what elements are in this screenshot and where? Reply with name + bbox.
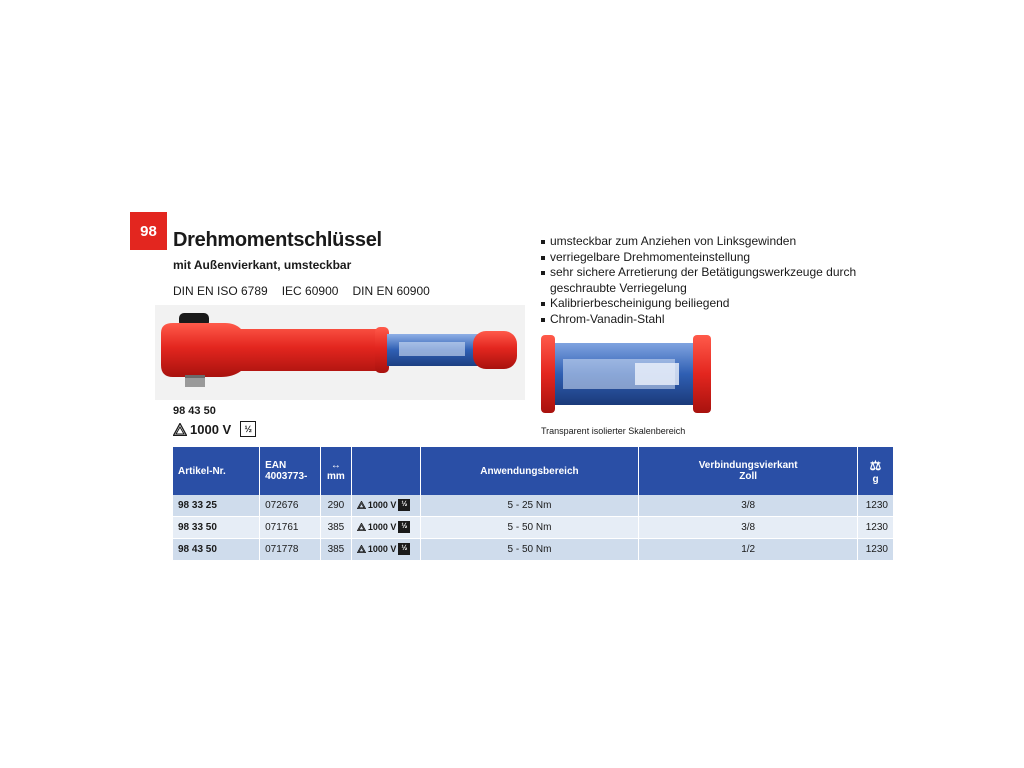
zoom-caption: Transparent isolierter Skalenbereich bbox=[541, 426, 686, 436]
cell-weight: 1230 bbox=[858, 517, 894, 539]
voltage-rating bbox=[173, 421, 256, 437]
feature-item: sehr sichere Arretierung der Betätigungswerkzeuge durch geschraubte Verriegelung bbox=[541, 265, 861, 296]
ean-header-line2: 4003773- bbox=[265, 471, 308, 482]
cell-article: 98 33 25 bbox=[173, 495, 260, 517]
length-unit: mm bbox=[327, 471, 345, 482]
norm-item: DIN EN ISO 6789 bbox=[173, 284, 268, 298]
cell-ean: 072676 bbox=[260, 495, 321, 517]
col-length-header bbox=[320, 447, 351, 495]
col-weight-header bbox=[858, 447, 894, 495]
norm-item: DIN EN 60900 bbox=[352, 284, 430, 298]
product-title: Drehmomentschlüssel bbox=[173, 229, 382, 251]
cell-weight: 1230 bbox=[858, 495, 894, 517]
cell-range: 5 - 50 Nm bbox=[420, 539, 639, 561]
cell-weight: 1230 bbox=[858, 539, 894, 561]
table-header-row bbox=[173, 447, 893, 495]
cell-length: 385 bbox=[320, 517, 351, 539]
cell-voltage bbox=[351, 495, 420, 517]
insulation-triangle-icon bbox=[357, 523, 366, 531]
cell-article: 98 43 50 bbox=[173, 539, 260, 561]
insulation-triangle-icon bbox=[173, 423, 187, 436]
voltage-text: 1000 V bbox=[367, 500, 397, 510]
feature-item: verriegelbare Drehmomenteinstellung bbox=[541, 250, 861, 266]
half-insulated-icon: ½ bbox=[398, 499, 410, 511]
norm-item: IEC 60900 bbox=[281, 284, 339, 298]
feature-list bbox=[541, 234, 861, 327]
col-application-header: Anwendungsbereich bbox=[420, 447, 639, 495]
feature-item: Kalibrierbescheinigung beiliegend bbox=[541, 296, 861, 312]
insulation-triangle-icon bbox=[357, 545, 366, 553]
cell-range: 5 - 50 Nm bbox=[420, 517, 639, 539]
cell-drive: 3/8 bbox=[639, 495, 858, 517]
half-insulated-icon: ½ bbox=[240, 421, 256, 437]
image-article-number: 98 43 50 bbox=[173, 405, 216, 417]
torque-wrench-image bbox=[155, 305, 525, 400]
half-insulated-icon: ½ bbox=[398, 543, 410, 555]
feature-item: umsteckbar zum Anziehen von Linksgewinden bbox=[541, 234, 861, 250]
voltage-text: 1000 V bbox=[367, 544, 397, 554]
cell-drive: 3/8 bbox=[639, 517, 858, 539]
drive-header-line1: Verbindungsvierkant bbox=[698, 460, 798, 471]
table-row bbox=[173, 495, 893, 517]
cell-article: 98 33 50 bbox=[173, 517, 260, 539]
col-voltage-header bbox=[351, 447, 420, 495]
table-row bbox=[173, 539, 893, 561]
half-insulated-icon: ½ bbox=[398, 521, 410, 533]
insulation-triangle-icon bbox=[357, 501, 366, 509]
drive-header-line2: Zoll bbox=[739, 471, 758, 482]
cell-length: 385 bbox=[320, 539, 351, 561]
weight-scale-icon: ⚖ bbox=[869, 457, 882, 473]
col-article-header: Artikel-Nr. bbox=[173, 447, 260, 495]
cell-length: 290 bbox=[320, 495, 351, 517]
page-badge: 98 bbox=[130, 212, 167, 250]
cell-drive: 1/2 bbox=[639, 539, 858, 561]
cell-ean: 071761 bbox=[260, 517, 321, 539]
cell-ean: 071778 bbox=[260, 539, 321, 561]
table-row bbox=[173, 517, 893, 539]
voltage-label: 1000 V bbox=[190, 421, 232, 437]
ean-header-line1: EAN bbox=[265, 460, 287, 471]
scale-zoom-image bbox=[541, 325, 711, 420]
cell-range: 5 - 25 Nm bbox=[420, 495, 639, 517]
spec-table bbox=[173, 447, 893, 561]
feature-item: Chrom-Vanadin-Stahl bbox=[541, 312, 861, 328]
voltage-text: 1000 V bbox=[367, 522, 397, 532]
col-drive-header bbox=[639, 447, 858, 495]
cell-voltage bbox=[351, 539, 420, 561]
col-ean-header bbox=[260, 447, 321, 495]
length-arrow-icon: ↔ bbox=[330, 460, 341, 471]
cell-voltage bbox=[351, 517, 420, 539]
norms-line bbox=[173, 284, 430, 298]
product-subtitle: mit Außenvierkant, umsteckbar bbox=[173, 258, 352, 272]
weight-unit: g bbox=[872, 473, 879, 485]
